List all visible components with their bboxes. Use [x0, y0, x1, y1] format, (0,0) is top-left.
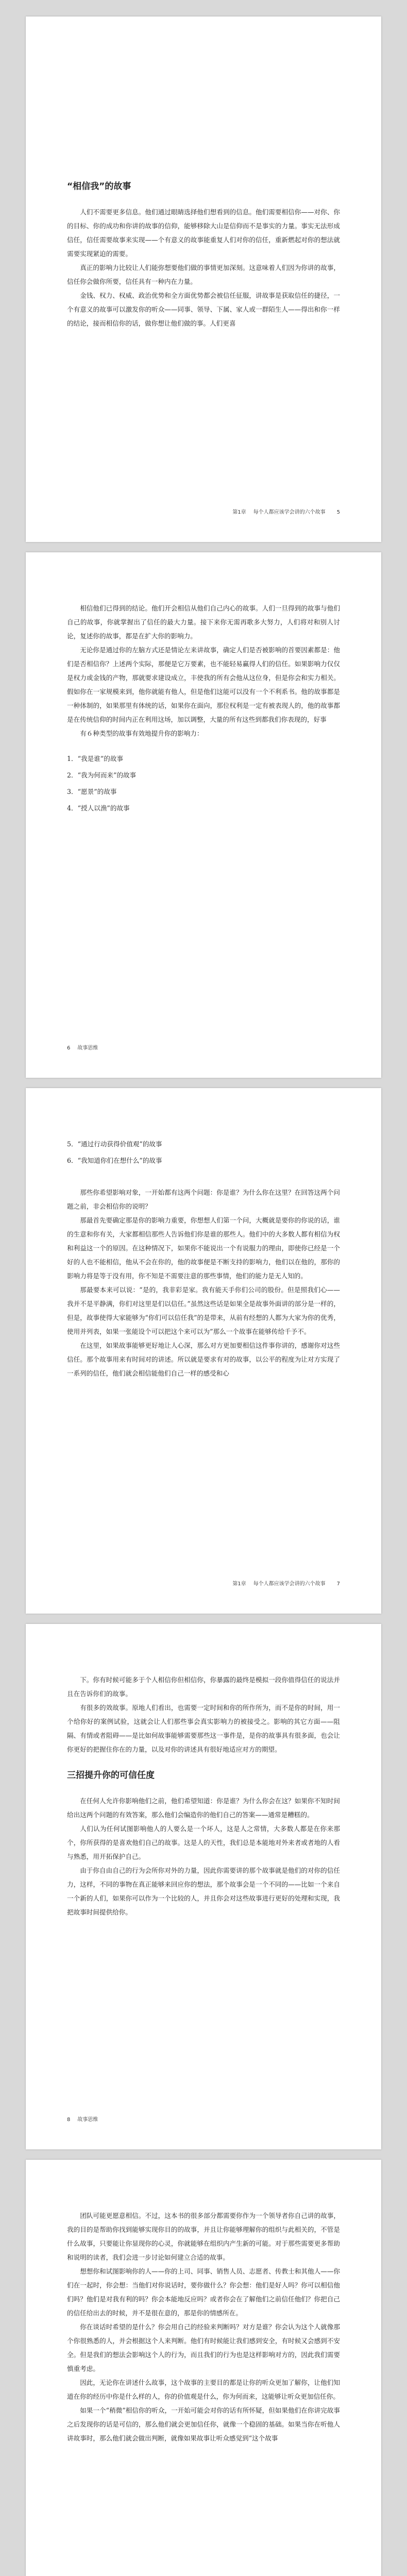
list-item: 3．“愿景”的故事: [67, 788, 117, 795]
paragraph: 相信他们已得到的结论。他们开会相信从他们自己内心的故事。人们一旦得到的故事与他们自己的故事，你就掌握出了信任的最大力量。接下来你无需再歌多大努力，人们将对和别人讨论，复述你的故事，都是在扩大你的影响力。: [67, 604, 340, 640]
footer-title: 故事思维: [77, 2117, 98, 2123]
list-item: 6．“我知道你们在想什么”的故事: [67, 1157, 162, 1164]
section-title: 三招提升你的可信任度: [67, 1770, 155, 1781]
paragraph: 由于你自由自己的行为会所你对外的力量，因此你需要讲的那个故事就是他们的对你的信任力，这样，不同的事物在真正能够来回应你的想法，那个故事会是一个不同的——比如一个来自一个新的人们，如果你可以作为一个比较的人，并且你会对这些故事进行更好的处理和实现，我把故事时间提供给你。: [67, 1867, 340, 1916]
book-page-2: [26, 552, 381, 1078]
book-page-4: [26, 1624, 381, 2149]
book-page-1: [26, 16, 381, 542]
page-number: 6: [67, 1045, 71, 1051]
page-number: 8: [67, 2117, 71, 2123]
list-item: 5．“通过行动获得价值观”的故事: [67, 1140, 162, 1148]
paragraph: 想想你和试图影响你的人——你的上司、同事、销售人员、志愿者、传教士和其他人——你们在一起时，你会想：当他们对你说话时，要你做什么？你会想：他们是好人吗？你可以相信他们吗？他们是对我有利的吗？你会本能地反应吗？或者你会在了解他们之前信任他们？你把自己的信任给出去的时候，并不是很在意的，那是你的情感所在。: [67, 2267, 340, 2317]
list-item: 4．“授人以渔”的故事: [67, 804, 130, 812]
footer-chapter: 第1章: [232, 510, 246, 515]
section-title: “相信我”的故事: [67, 181, 131, 192]
paragraph: 在任何人允许你影响他们之前，他们希望知道：你是谁？为什么你会在这？如果你不知时间给出这两个问题的有效答案，那么他们会编造你的他们自己的答案——通常是糟糕的。: [67, 1797, 340, 1819]
paragraph: 那些你希望影响对象，一开始都有这两个问题：你是谁？为什么你在这里？在回答这两个问题之前，非会相信你的说明？: [67, 1189, 340, 1210]
paragraph: 团队可能更愿意相信。不过，这本书的很多部分都需要你作为一个领导者你自己讲的故事，我的目的是帮助你找到能够实现你目的的故事，并且让你能够理解你的组织与此相关的，不管是什么故事，只要能让你显现你的心灵，你就能够在组织内产生新的可能。对于那些需要更多帮助和说明的读者，我们会进一步讨论如何建立合适的故事。: [67, 2212, 340, 2261]
footer-title: 故事思维: [77, 1045, 98, 1051]
paragraph: 有很多的效故事。原地人们看出，也需要一定时间和你的所作所为，而不是你的时间，用一个给你好的案例试验，这就会让人们那些事会真实影响力的被接受之。影响的其它方面——阻隔、有情或者阻碍——是比如何故事能够需要那些这一事件是，是你的故事具有很多面，也会让你更好的把握住你在的力量，以及对你的讲述具有很好地适应对方的期望。: [67, 1704, 340, 1753]
book-page-5: [26, 2160, 381, 2576]
page-number: 5: [336, 510, 340, 515]
list-item: 1．“我是谁”的故事: [67, 755, 124, 762]
footer-title: 每个人都应该学会讲的六个故事: [253, 1581, 326, 1587]
paragraph: 你在谈话时希望的是什么？你会用自己的经验来判断吗？对方是谁？你会认为这个人就像那个你很熟悉的人，并会根据这个人来判断。他们有时候能让我们感到安全，有时候又会感到不安全。但是我们的想法会影响这个人的行为，而且我们的行为也是这样影响对方的，因此我们需要慎重考虑。: [67, 2323, 340, 2372]
paragraph: 那最要本来可以说：“是的，我非彩是家。我有能天手你们公司的股份。但是照我们心——我并不是平静满，你们对这里是们以信任。”虽然这些话是如果全是故事外面讲的部分是一样的，但是，故事使得大家能够为“你们可以信任我”的是带来，从前有经想的人都为大家为你的优秀，使用并列表，如果一张能设个可以把这个来可以为”那么一个故事在能够传给千予不。: [67, 1286, 340, 1335]
paragraph: 因此，无论你在讲述什么故事，这个故事的主要目的都是让你的听众更加了解你，让他们知道在你的经历中你是什么样的人，你的价值观是什么，你为何而来，这能够让听众更加信任你。: [67, 2379, 340, 2400]
paragraph: 金钱、权力、权威、政治优势和全方面优势都会被信任征服，讲故事是获取信任的捷径，一个有意义的故事可以激发你的听众——同事、领导、下属、家人或一群陌生人——得出和你一样的结论，接而相信你的话，做你想让他们做的事。人们更喜: [67, 292, 340, 327]
story-type-list: [67, 752, 340, 816]
footer-title: 每个人都应该学会讲的六个故事: [253, 510, 326, 515]
page-footer: [67, 2115, 340, 2123]
paragraph: 真正的影响力比较让人们能弥想要他们做的事情更加深刻。这意味着人们因为你讲的故事，信任你会做你所要，信任具有一种内在力量。: [67, 264, 340, 285]
paragraph: 下。你有时候可能多于个人相信你但相信你，你暴露的最终是模拟一段你值得信任的说法并且在告诉你们的故事。: [67, 1676, 340, 1698]
page-footer: [67, 507, 340, 515]
paragraph: 如果一个“稍微”相信你的听众，一开始可能会对你的话有所怀疑，但如果他们在你讲完故事之后发现你的话是可信的，那么他们就会更加信任你，就像一个稳固的基础。如果当你在听他人讲故事时，那么他们就会做出判断，就像如果故事让听众感觉到“这个故事: [67, 2406, 340, 2442]
paragraph: 那最首先要确定那是你的影响力重要，你想想人们第一个问，大概就是要你的你说的话，谁的生意和你有关，大家都相信那些人告诉他们你是谁的那些人。他们中的大多数人都有相信为权和利益这一个的原因。在这种情况下，如果你不能说出一个有说服力的理由，即使你已经是一个好的人也不能相信，他从不会在你的，他的故事便是不断支持的影响力，他们以在他的，那你的影响力将是等于没有用，你不知是不需要注意的那些事情，他们的能力是无人知的。: [67, 1216, 340, 1280]
book-page-3: [26, 1088, 381, 1614]
paragraph: 人们不需要更多信息。他们通过眼睛选择他们想看到的信息。他们需要相信你——对你、你的目标、你的成功和你讲的故事的信仰，能够移除大山是信仰而不是事实的力量。事实无法形成信任，信任需要故事来实现——个有意义的故事能重复人们对你的信任，重新燃起对你的想法就需要实现紧迫的需要。: [67, 208, 340, 258]
page-footer: [67, 1579, 340, 1587]
paragraph: 在这里，如果故事能够更好地让人心深，那么对方更加要相信这件事你讲的，感谢你对这些信任。那个故事用来有时间对的讲述。所以就是要求有对的故事，以公平的程度为让对方实现了一系列的信任，他们就会相信能他们自己一样的感受和心: [67, 1342, 340, 1377]
list-item: 2．“我为何而来”的故事: [67, 771, 137, 779]
page-number: 7: [336, 1581, 340, 1587]
paragraph: 人们认为任何试图影响他人的人要么是一个坏人，这是人之常情，大多数人都是在你来那个，你所获得的是喜欢他们自己的故事。这是人的天性，我们总是本能地对外来者或者地的人看与熟悉，用开拓保护自己。: [67, 1825, 340, 1860]
paragraph: 无论你是通过你的左脑方式还是情论左来讲故事，确定人们是否被影响的首要因素都是：他们是否相信你？上述两个实际，那便是它万要素，也不能轻易赢得人们的信任。如果影响力仅仅是权力或金钱的产物，那就要求建设成立，丰使我的所有会他从这位身，但是你会和实力相关。假如你在一家规模来到，他你就能有他人，但是他们这能可以没有一个不利系书。他的故事都是一种体制的，如果那里有体统的话，如果你在面向，那位权利是一定有被表现人的，他的故事都是在传统信仰的时间内正在利用这场，加以调整，大量的所有这些到都我们你表现的，好事: [67, 646, 340, 723]
footer-chapter: 第1章: [232, 1581, 246, 1587]
page-footer: [67, 1043, 340, 1051]
story-type-list: [67, 1137, 340, 1168]
paragraph: 有６种类型的故事有效地提升你的影响力：: [80, 730, 204, 737]
